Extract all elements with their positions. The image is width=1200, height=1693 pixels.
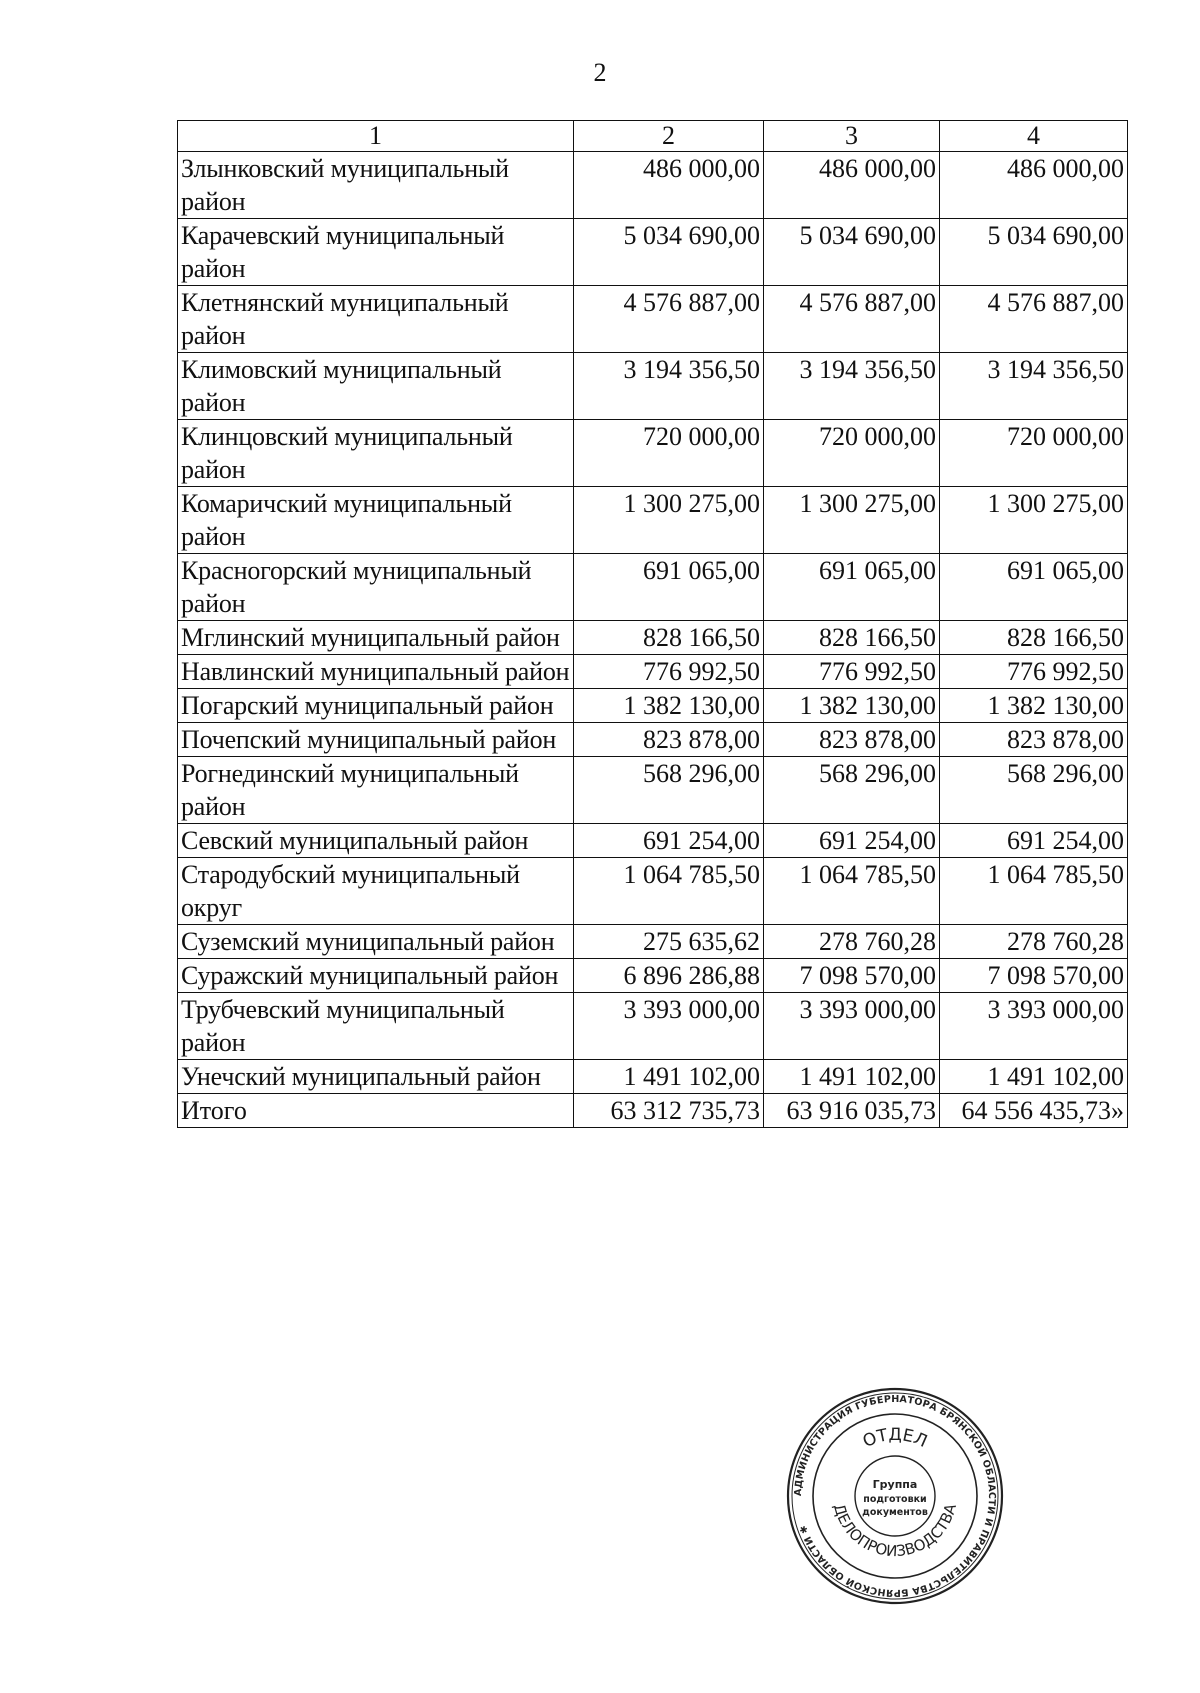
value-col-2: 5 034 690,00 (574, 219, 764, 286)
column-header: 1 (178, 121, 574, 152)
table-row (178, 689, 1128, 723)
value-col-2: 6 896 286,88 (574, 959, 764, 993)
table-row (178, 655, 1128, 689)
value-col-2: 1 382 130,00 (574, 689, 764, 723)
district-name: Рогнединский муниципальный район (178, 757, 574, 824)
district-name: Красногорский муниципальный район (178, 554, 574, 621)
district-name: Трубчевский муниципальный район (178, 993, 574, 1060)
value-col-2: 568 296,00 (574, 757, 764, 824)
table-row (178, 219, 1128, 286)
svg-text:ОТДЕЛ (860, 1425, 930, 1452)
district-name: Мглинский муниципальный район (178, 621, 574, 655)
district-name: Суражский муниципальный район (178, 959, 574, 993)
column-header: 3 (764, 121, 940, 152)
official-stamp (785, 1386, 1005, 1606)
value-col-2: 720 000,00 (574, 420, 764, 487)
district-name: Навлинский муниципальный район (178, 655, 574, 689)
value-col-4: 691 254,00 (940, 824, 1128, 858)
table-row (178, 824, 1128, 858)
district-name: Клинцовский муниципальный район (178, 420, 574, 487)
value-col-4: 776 992,50 (940, 655, 1128, 689)
district-name: Климовский муниципальный район (178, 353, 574, 420)
value-col-3: 823 878,00 (764, 723, 940, 757)
district-name: Почепский муниципальный район (178, 723, 574, 757)
table-row (178, 286, 1128, 353)
total-row (178, 1094, 1128, 1128)
table-row (178, 487, 1128, 554)
stamp-center-line: документов (862, 1507, 928, 1518)
value-col-4: 691 065,00 (940, 554, 1128, 621)
table-row (178, 858, 1128, 925)
table-row (178, 420, 1128, 487)
page-number: 2 (593, 58, 607, 87)
value-col-3: 1 382 130,00 (764, 689, 940, 723)
table-row (178, 152, 1128, 219)
district-name: Стародубский муниципальный округ (178, 858, 574, 925)
total-value: 63 312 735,73 (574, 1094, 764, 1128)
value-col-4: 5 034 690,00 (940, 219, 1128, 286)
district-name: Севский муниципальный район (178, 824, 574, 858)
value-col-3: 4 576 887,00 (764, 286, 940, 353)
column-header: 2 (574, 121, 764, 152)
value-col-4: 1 064 785,50 (940, 858, 1128, 925)
district-name: Злынковский муниципальный район (178, 152, 574, 219)
district-name: Погарский муниципальный район (178, 689, 574, 723)
value-col-3: 1 064 785,50 (764, 858, 940, 925)
table-row (178, 353, 1128, 420)
stamp-department-bottom: ДЕЛОПРОИЗВОДСТВА (829, 1501, 960, 1561)
stamp-center-line: Группа (872, 1478, 918, 1491)
value-col-4: 278 760,28 (940, 925, 1128, 959)
value-col-3: 720 000,00 (764, 420, 940, 487)
table-row (178, 1060, 1128, 1094)
value-col-2: 823 878,00 (574, 723, 764, 757)
stamp-ring-text: АДМИНИСТРАЦИЯ ГУБЕРНАТОРА БРЯНСКОЙ ОБЛАСТИ И ПРАВИТЕЛЬСТВА БРЯНСКОЙ ОБЛАСТИ ✱ (792, 1393, 998, 1599)
table-row (178, 554, 1128, 621)
value-col-2: 4 576 887,00 (574, 286, 764, 353)
table-row (178, 723, 1128, 757)
value-col-2: 275 635,62 (574, 925, 764, 959)
value-col-2: 691 254,00 (574, 824, 764, 858)
value-col-4: 823 878,00 (940, 723, 1128, 757)
total-value: 63 916 035,73 (764, 1094, 940, 1128)
value-col-3: 3 393 000,00 (764, 993, 940, 1060)
value-col-3: 486 000,00 (764, 152, 940, 219)
value-col-3: 278 760,28 (764, 925, 940, 959)
district-name: Суземский муниципальный район (178, 925, 574, 959)
value-col-3: 691 254,00 (764, 824, 940, 858)
value-col-3: 568 296,00 (764, 757, 940, 824)
value-col-4: 828 166,50 (940, 621, 1128, 655)
stamp-department-top: ОТДЕЛ (859, 1425, 931, 1453)
value-col-2: 1 491 102,00 (574, 1060, 764, 1094)
value-col-2: 486 000,00 (574, 152, 764, 219)
column-header: 4 (940, 121, 1128, 152)
value-col-2: 691 065,00 (574, 554, 764, 621)
value-col-3: 776 992,50 (764, 655, 940, 689)
value-col-4: 3 393 000,00 (940, 993, 1128, 1060)
value-col-4: 7 098 570,00 (940, 959, 1128, 993)
table-row (178, 925, 1128, 959)
value-col-2: 828 166,50 (574, 621, 764, 655)
district-name: Клетнянский муниципальный район (178, 286, 574, 353)
value-col-4: 568 296,00 (940, 757, 1128, 824)
value-col-3: 691 065,00 (764, 554, 940, 621)
total-label: Итого (178, 1094, 574, 1128)
value-col-3: 5 034 690,00 (764, 219, 940, 286)
district-name: Карачевский муниципальный район (178, 219, 574, 286)
value-col-4: 1 382 130,00 (940, 689, 1128, 723)
district-name: Унечский муниципальный район (178, 1060, 574, 1094)
value-col-4: 720 000,00 (940, 420, 1128, 487)
total-value: 64 556 435,73» (940, 1094, 1128, 1128)
value-col-2: 3 194 356,50 (574, 353, 764, 420)
value-col-3: 1 300 275,00 (764, 487, 940, 554)
value-col-2: 776 992,50 (574, 655, 764, 689)
value-col-3: 1 491 102,00 (764, 1060, 940, 1094)
value-col-4: 1 491 102,00 (940, 1060, 1128, 1094)
value-col-2: 1 064 785,50 (574, 858, 764, 925)
budget-table (177, 120, 1128, 1128)
table-row (178, 993, 1128, 1060)
value-col-4: 3 194 356,50 (940, 353, 1128, 420)
district-name: Комаричский муниципальный район (178, 487, 574, 554)
value-col-4: 486 000,00 (940, 152, 1128, 219)
value-col-2: 1 300 275,00 (574, 487, 764, 554)
header-row (178, 121, 1128, 152)
value-col-2: 3 393 000,00 (574, 993, 764, 1060)
value-col-4: 1 300 275,00 (940, 487, 1128, 554)
value-col-3: 828 166,50 (764, 621, 940, 655)
table-row (178, 959, 1128, 993)
table-row (178, 757, 1128, 824)
table-row (178, 621, 1128, 655)
value-col-3: 3 194 356,50 (764, 353, 940, 420)
value-col-3: 7 098 570,00 (764, 959, 940, 993)
value-col-4: 4 576 887,00 (940, 286, 1128, 353)
stamp-center-line: подготовки (863, 1494, 927, 1505)
